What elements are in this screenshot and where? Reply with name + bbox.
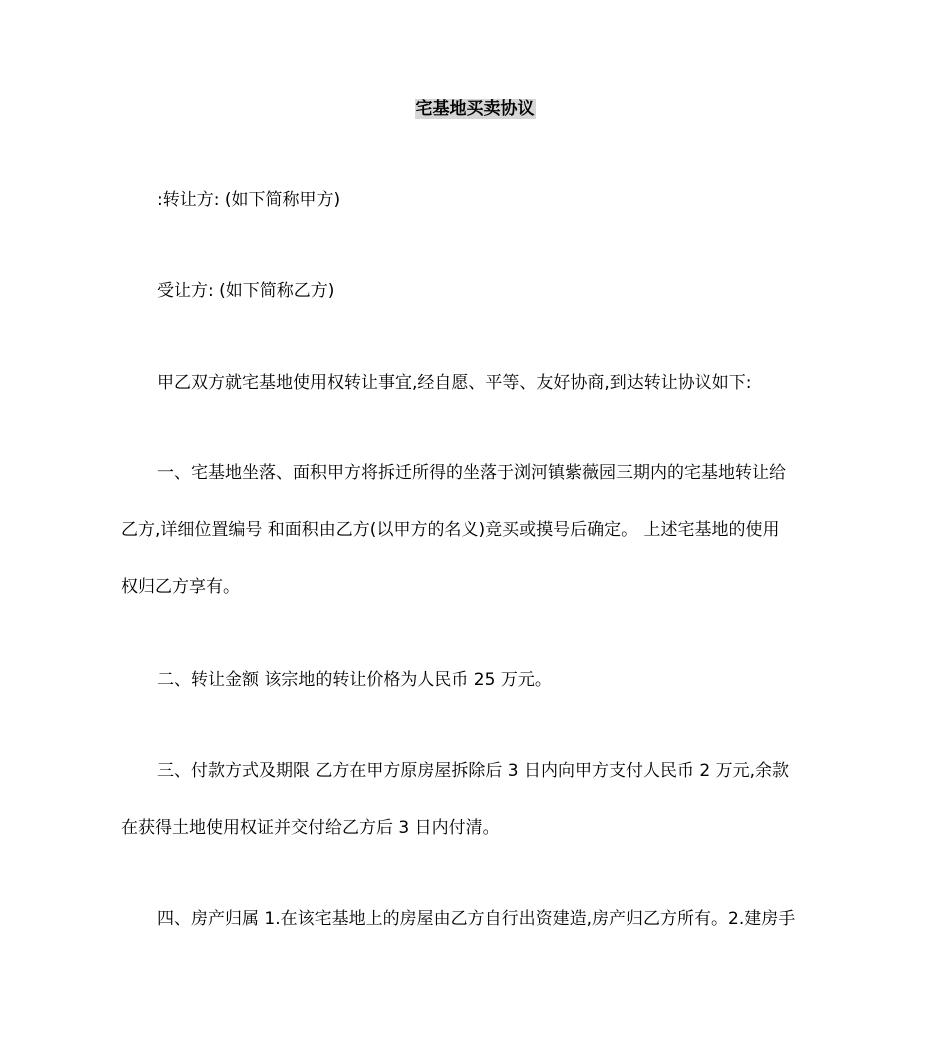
clause-3-line-2: 在获得土地使用权证并交付给乙方后 3 日内付清。 xyxy=(121,818,500,838)
clause-1-paragraph xyxy=(121,445,833,616)
transferor-line: :转让方: (如下简称甲方) xyxy=(157,190,341,210)
clause-4-line-1: 四、房产归属 1.在该宅基地上的房屋由乙方自行出资建造,房产归乙方所有。2.建房手 xyxy=(157,909,796,929)
clause-2-paragraph xyxy=(121,652,833,709)
transferee-line: 受让方: (如下简称乙方) xyxy=(157,281,335,301)
clause-2-line-1: 二、转让金额 该宗地的转让价格为人民币 25 万元。 xyxy=(157,670,552,690)
clause-1-line-3: 权归乙方享有。 xyxy=(121,577,240,597)
clause-4-paragraph xyxy=(121,891,833,948)
preamble-line: 甲乙双方就宅基地使用权转让事宜,经自愿、平等、友好协商,到达转让协议如下: xyxy=(157,373,752,393)
clause-3-line-1: 三、付款方式及期限 乙方在甲方原房屋拆除后 3 日内向甲方支付人民币 2 万元,余款 xyxy=(157,761,790,781)
document-title xyxy=(0,97,950,121)
preamble-paragraph xyxy=(121,355,833,412)
transferor-paragraph xyxy=(121,172,833,229)
document-title-text: 宅基地买卖协议 xyxy=(415,99,535,119)
transferee-paragraph xyxy=(121,263,833,320)
clause-1-line-1: 一、宅基地坐落、面积甲方将拆迁所得的坐落于浏河镇紫薇园三期内的宅基地转让给 xyxy=(157,463,786,483)
clause-3-paragraph xyxy=(121,743,833,857)
clause-1-line-2: 乙方,详细位置编号 和面积由乙方(以甲方的名义)竞买或摸号后确定。 上述宅基地的使用 xyxy=(121,520,780,540)
